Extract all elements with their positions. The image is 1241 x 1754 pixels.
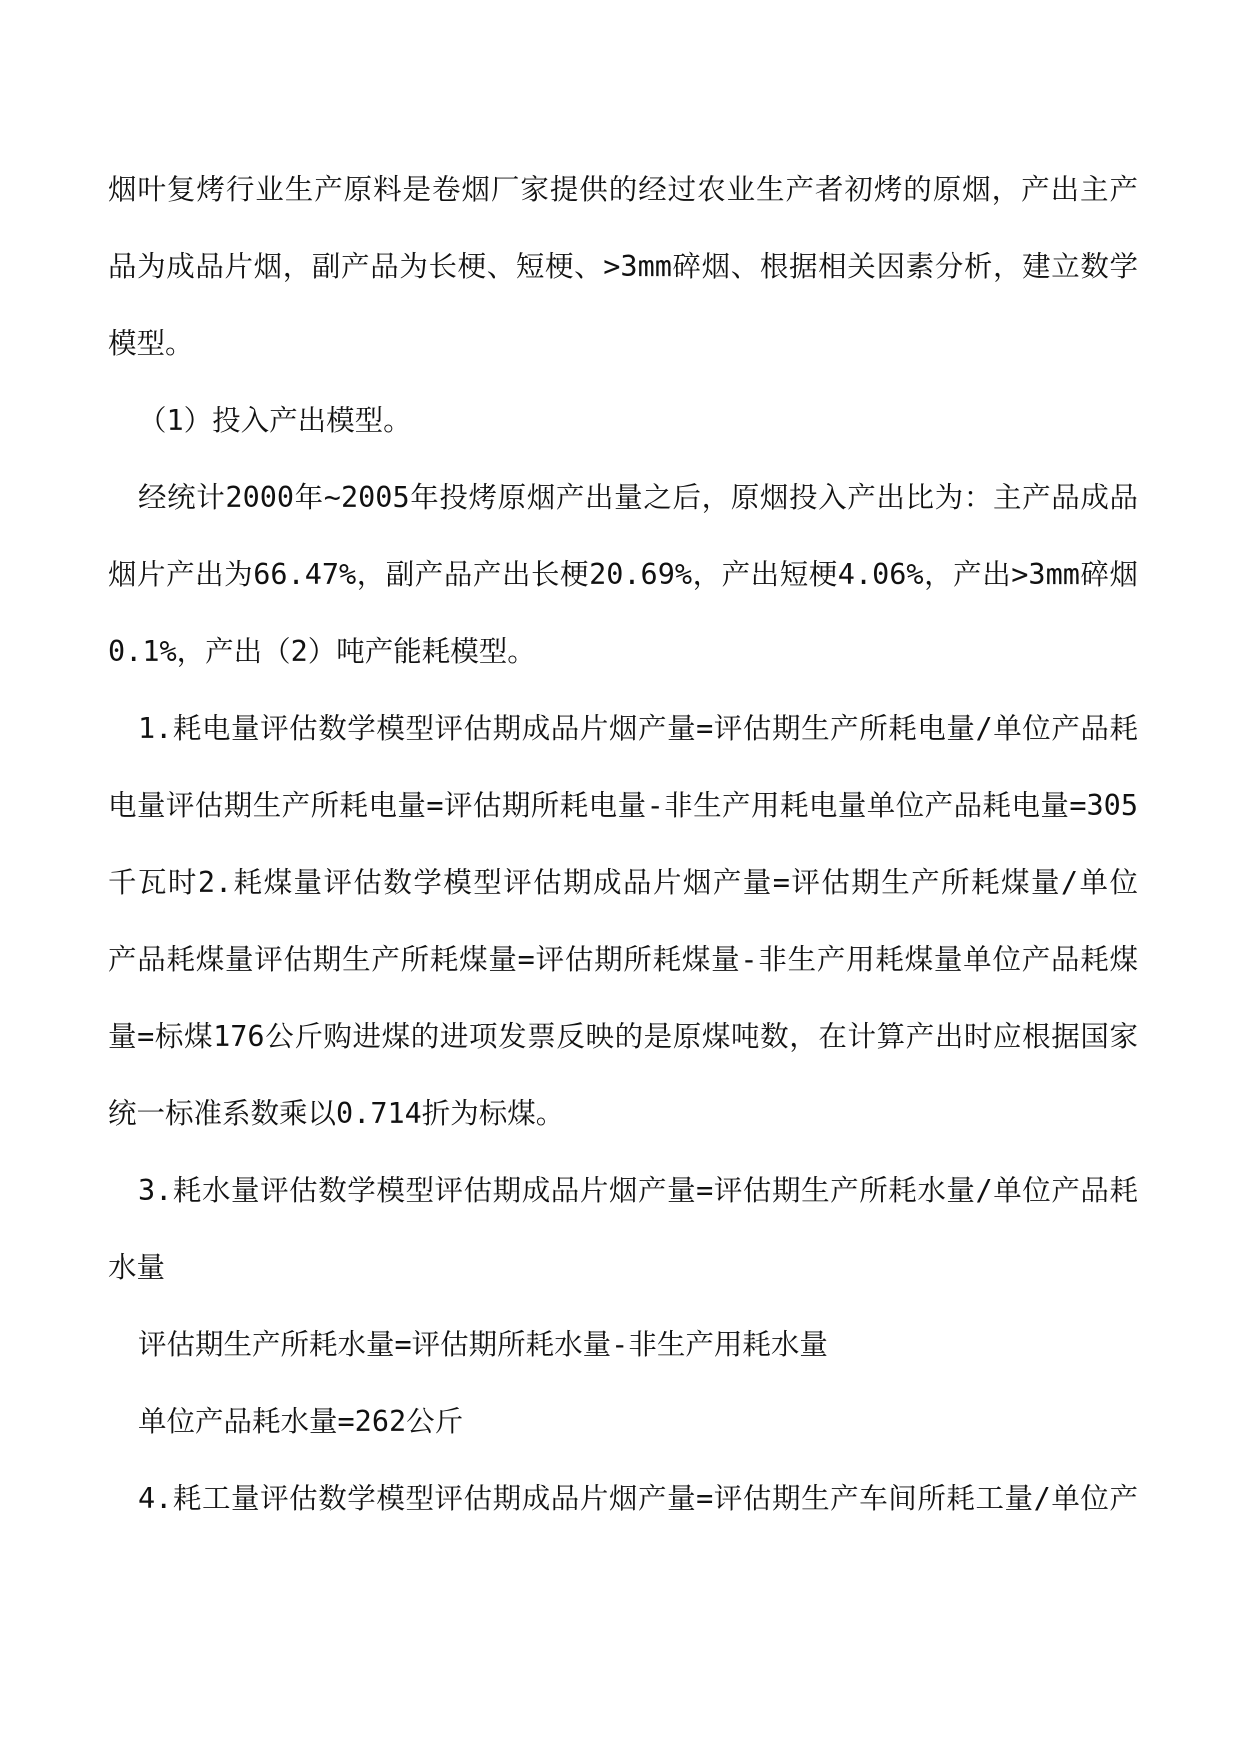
paragraph-line-6: 烟片产出为66.47%，副产品产出长梗20.69%，产出短梗4.06%，产出>3mm碎烟 — [108, 558, 1138, 591]
paragraph-line-11: 产品耗煤量评估期生产所耗煤量=评估期所耗煤量-非生产用耗煤量单位产品耗煤 — [108, 943, 1138, 976]
paragraph-line-15: 水量 — [108, 1251, 166, 1284]
paragraph-line-18: 4.耗工量评估数学模型评估期成品片烟产量=评估期生产车间所耗工量/单位产 — [138, 1482, 1138, 1515]
section-heading-input-output: （1）投入产出模型。 — [138, 404, 412, 437]
paragraph-line-8: 1.耗电量评估数学模型评估期成品片烟产量=评估期生产所耗电量/单位产品耗 — [138, 712, 1138, 745]
paragraph-line-9: 电量评估期生产所耗电量=评估期所耗电量-非生产用耗电量单位产品耗电量=305 — [108, 789, 1138, 822]
paragraph-line-5: 经统计2000年~2005年投烤原烟产出量之后，原烟投入产出比为：主产品成品 — [138, 481, 1138, 514]
paragraph-line-13: 统一标准系数乘以0.714折为标煤。 — [108, 1097, 565, 1130]
paragraph-line-17: 单位产品耗水量=262公斤 — [138, 1405, 464, 1438]
paragraph-line-16: 评估期生产所耗水量=评估期所耗水量-非生产用耗水量 — [138, 1328, 828, 1361]
paragraph-line-14: 3.耗水量评估数学模型评估期成品片烟产量=评估期生产所耗水量/单位产品耗 — [138, 1174, 1138, 1207]
paragraph-line-12: 量=标煤176公斤购进煤的进项发票反映的是原煤吨数，在计算产出时应根据国家 — [108, 1020, 1138, 1053]
paragraph-line-10: 千瓦时2.耗煤量评估数学模型评估期成品片烟产量=评估期生产所耗煤量/单位 — [108, 866, 1138, 899]
paragraph-line-3: 模型。 — [108, 327, 194, 360]
paragraph-line-2: 品为成品片烟，副产品为长梗、短梗、>3mm碎烟、根据相关因素分析，建立数学 — [108, 250, 1138, 283]
paragraph-line-1: 烟叶复烤行业生产原料是卷烟厂家提供的经过农业生产者初烤的原烟，产出主产 — [108, 173, 1138, 206]
paragraph-line-7: 0.1%，产出（2）吨产能耗模型。 — [108, 635, 536, 668]
